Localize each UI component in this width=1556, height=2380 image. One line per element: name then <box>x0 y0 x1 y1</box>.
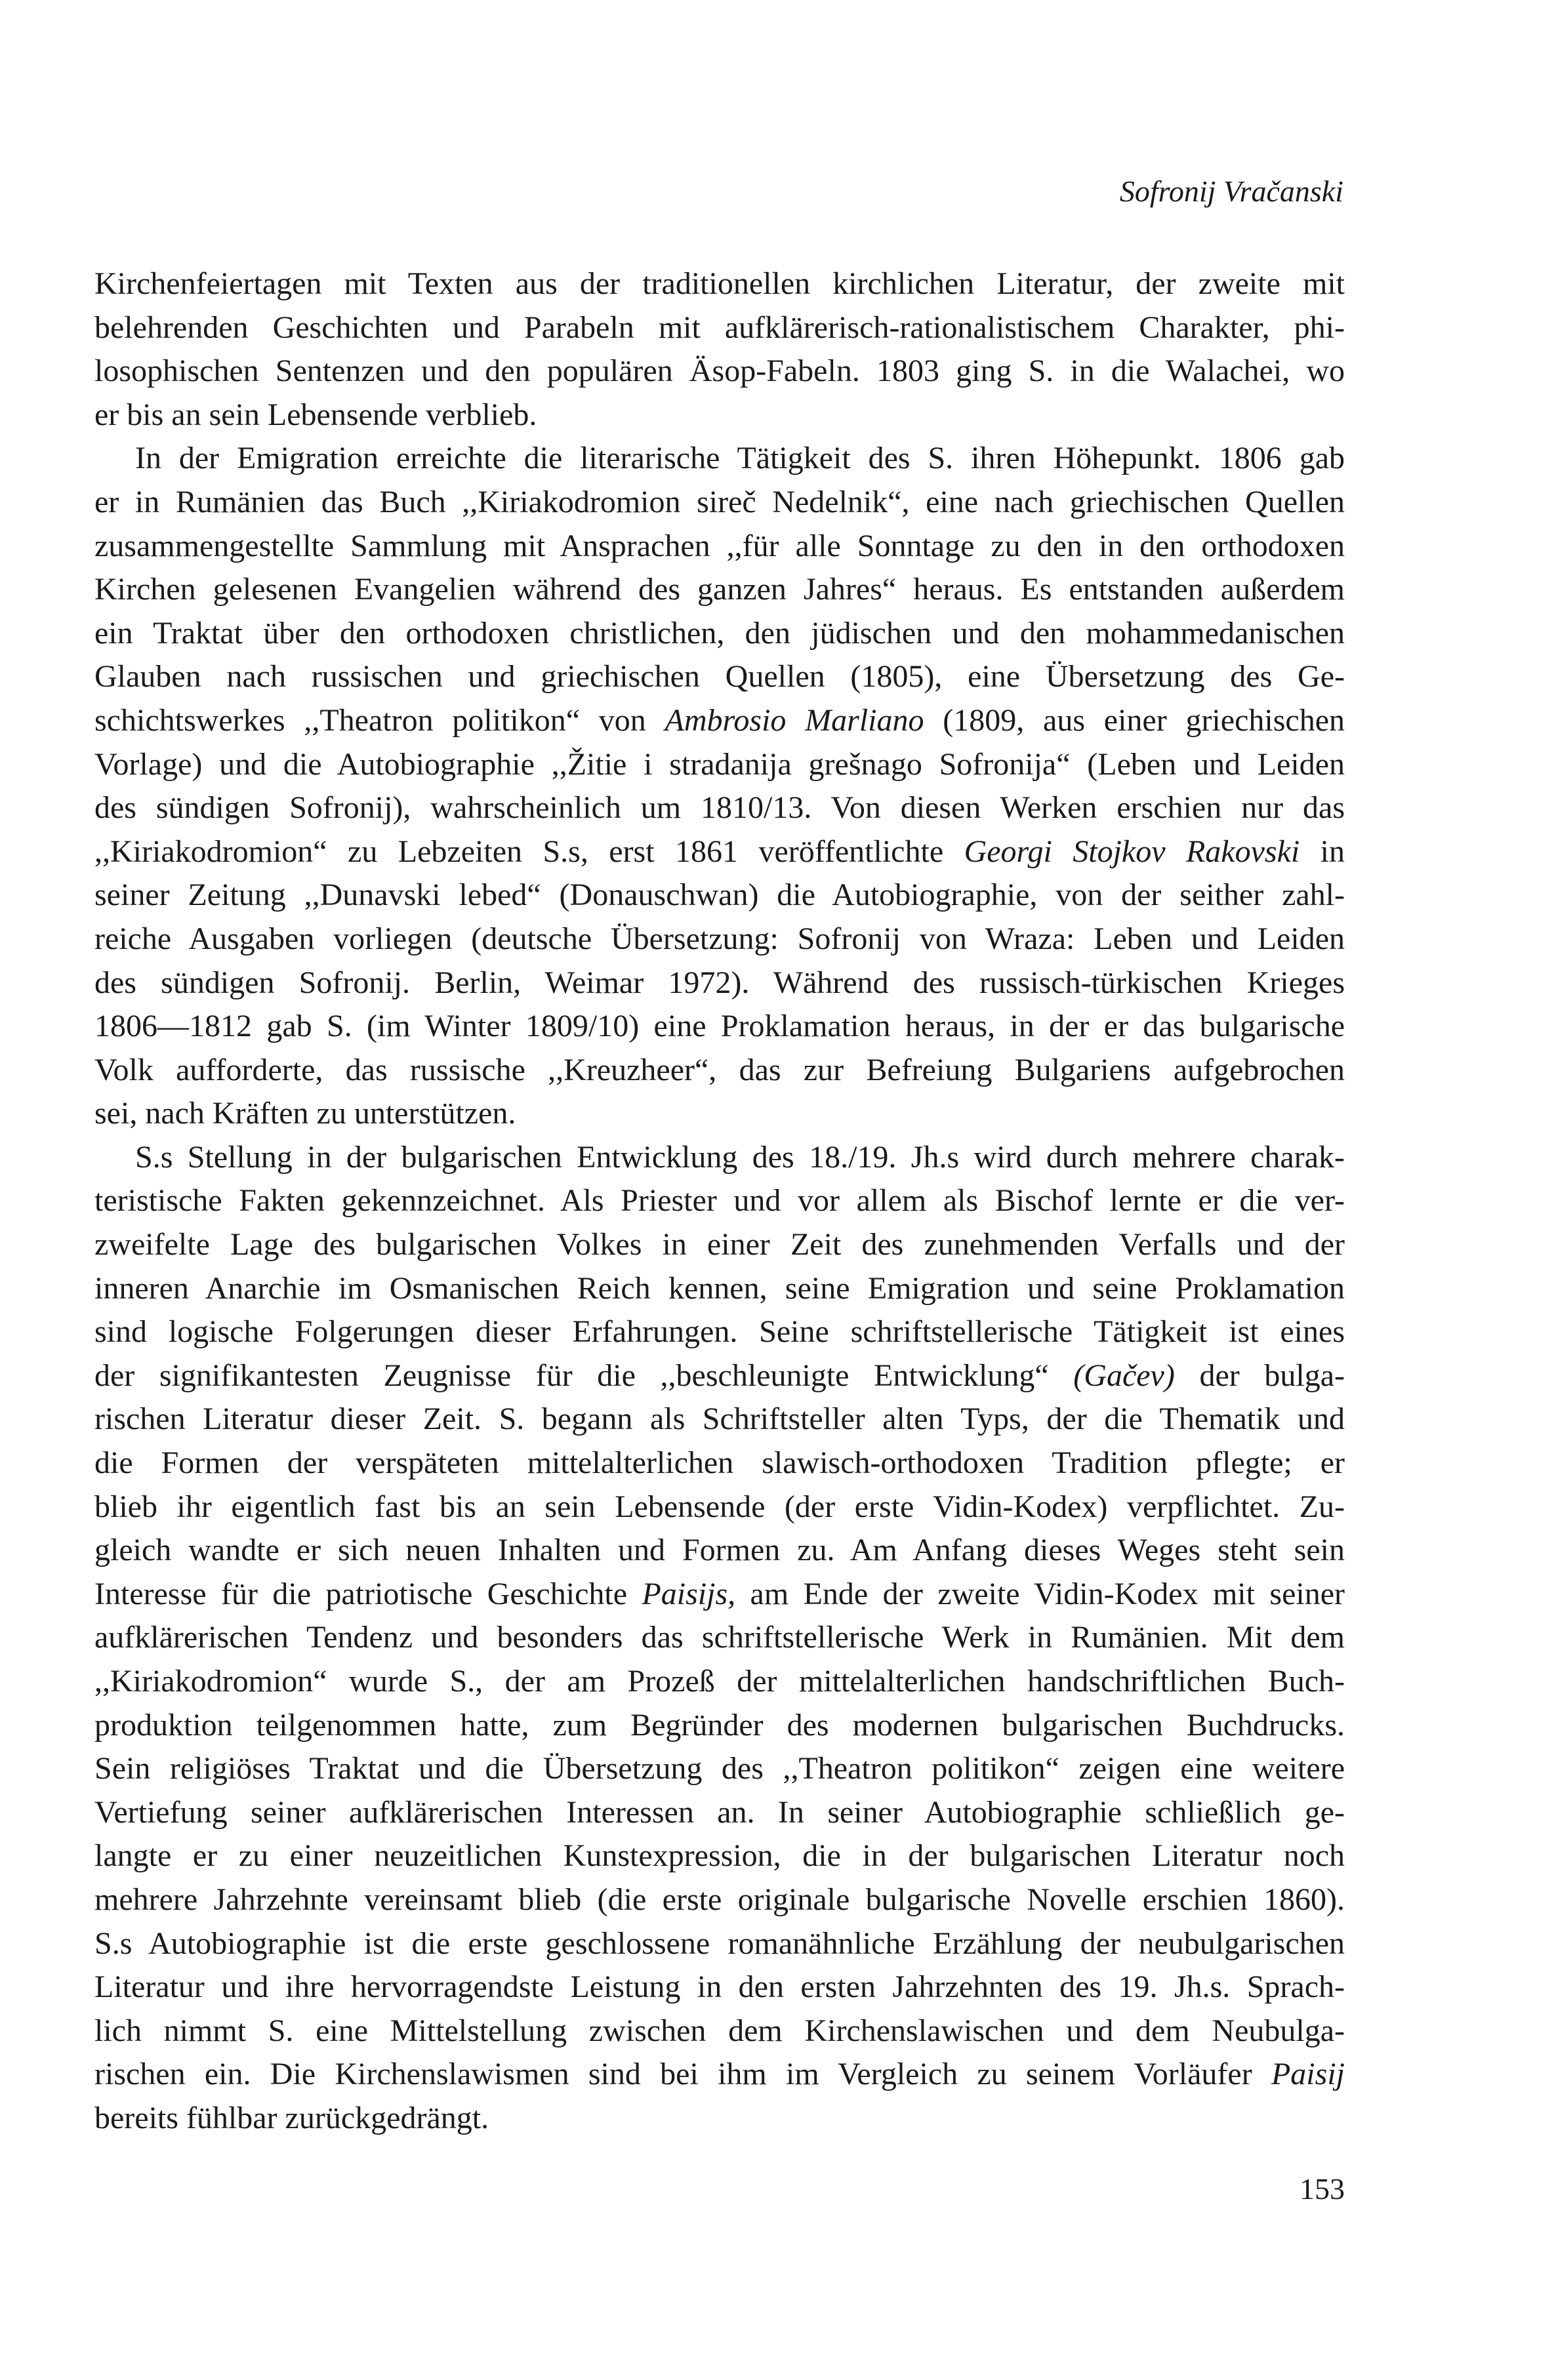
text-line <box>94 1922 1345 1966</box>
text-line <box>94 1092 1345 1136</box>
text-run: der bulga- <box>1174 1358 1345 1393</box>
text-run: rischen Literatur dieser Zeit. S. begann als Schriftsteller alten Typs, der die Thematik und <box>94 1402 1345 1437</box>
italic-name: (Gačev) <box>1073 1358 1175 1393</box>
text-line <box>94 262 1345 306</box>
text-run: schichtswerkes ,,Theatron politikon“ von <box>94 702 665 738</box>
text-run: aufklärerischen Tendenz und besonders das schriftstellerische Werk in Rumänien. Mit dem <box>94 1620 1345 1655</box>
text-run: ein Traktat über den orthodoxen christlichen, den jüdischen und den mohammedanischen <box>94 615 1345 651</box>
text-run: der signifikantesten Zeugnisse für die ,,beschleunigte Entwicklung“ <box>94 1358 1074 1393</box>
text-line <box>94 1442 1345 1485</box>
text-line <box>94 1223 1345 1267</box>
text-run: gleich wandte er sich neuen Inhalten und Formen zu. Am Anfang dieses Weges steht sein <box>94 1533 1345 1568</box>
text-run: sind logische Folgerungen dieser Erfahrungen. Seine schriftstellerische Tätigkeit ist eines <box>94 1314 1345 1350</box>
text-run: rischen ein. Die Kirchenslawismen sind bei ihm im Vergleich zu seinem Vorläufer <box>94 2057 1271 2092</box>
text-run: Interesse für die patriotische Geschichte <box>94 1576 642 1611</box>
text-run: reiche Ausgaben vorliegen (deutsche Übersetzung: Sofronij von Wraza: Leben und Leiden <box>94 921 1345 956</box>
text-run: er bis an sein Lebensende verblieb. <box>94 397 537 432</box>
text-line <box>94 1834 1345 1878</box>
text-run: Volk aufforderte, das russische ,,Kreuzheer“, das zur Befreiung Bulgariens aufgebrochen <box>94 1052 1345 1087</box>
text-run: bereits fühlbar zurückgedrängt. <box>94 2100 489 2135</box>
text-run: zusammengestellte Sammlung mit Ansprachen ,,für alle Sonntage zu den in den orthodoxen <box>94 528 1345 563</box>
text-run: belehrenden Geschichten und Parabeln mit aufklärerisch-rationalistischem Charakter, phi- <box>94 310 1345 345</box>
text-run: (1809, aus einer griechischen <box>924 702 1345 738</box>
text-run: langte er zu einer neuzeitlichen Kunstexpression, die in der bulgarischen Literatur noch <box>94 1838 1345 1874</box>
text-run: lich nimmt S. eine Mittelstellung zwischen dem Kirchenslawischen und dem Neubulga- <box>94 2013 1345 2048</box>
text-run: Sein religiöses Traktat und die Übersetzung des ,,Theatron politikon“ zeigen eine weitere <box>94 1751 1345 1786</box>
body-text <box>94 262 1345 2141</box>
text-line <box>94 743 1345 787</box>
text-line <box>94 612 1345 656</box>
text-line <box>94 306 1345 350</box>
text-line <box>94 350 1345 393</box>
paragraph <box>94 437 1345 1136</box>
italic-name: Paisij <box>1271 2057 1345 2092</box>
text-line <box>94 1878 1345 1922</box>
text-line <box>94 2053 1345 2097</box>
text-line <box>94 1660 1345 1704</box>
page-number: 153 <box>1300 2172 1345 2206</box>
text-run: ,,Kiriakodromion“ zu Lebzeiten S.s, erst 1861 veröffentlichte <box>94 834 964 869</box>
text-run: Kirchen gelesenen Evangelien während des ganzen Jahres“ heraus. Es entstanden außerdem <box>94 572 1345 607</box>
text-line <box>94 699 1345 743</box>
text-line <box>94 393 1345 437</box>
text-line <box>94 1966 1345 2009</box>
text-run: sei, nach Kräften zu unterstützen. <box>94 1096 516 1131</box>
text-run: 1806—1812 gab S. (im Winter 1809/10) eine Proklamation heraus, in der er das bulgarische <box>94 1009 1345 1044</box>
text-run: teristische Fakten gekennzeichnet. Als Priester und vor allem als Bischof lernte er die ver- <box>94 1183 1345 1219</box>
text-run: mehrere Jahrzehnte vereinsamt blieb (die erste originale bulgarische Novelle erschien 1860). <box>94 1882 1345 1917</box>
text-line <box>94 1310 1345 1354</box>
text-run: die Formen der verspäteten mittelalterlichen slawisch-orthodoxen Tradition pflegte; er <box>94 1445 1345 1481</box>
text-line <box>94 918 1345 961</box>
text-line <box>94 1747 1345 1791</box>
italic-name: Georgi Stojkov Rakovski <box>964 834 1300 869</box>
paragraph <box>94 1136 1345 2141</box>
running-head-title: Sofronij Vračanski <box>1119 174 1343 208</box>
text-run: in <box>1300 834 1345 869</box>
paragraph <box>94 262 1345 437</box>
text-run: des sündigen Sofronij. Berlin, Weimar 1972). Während des russisch-türkischen Krieges <box>94 965 1345 1000</box>
text-line <box>94 1573 1345 1617</box>
text-line <box>94 481 1345 525</box>
text-run: seiner Zeitung ,,Dunavski lebed“ (Donauschwan) die Autobiographie, von der seither zahl- <box>94 877 1345 913</box>
text-run: blieb ihr eigentlich fast bis an sein Lebensende (der erste Vidin-Kodex) verpflichtet. Zu- <box>94 1489 1345 1524</box>
text-run: am Ende der zweite Vidin-Kodex mit seiner <box>735 1576 1345 1611</box>
text-line <box>94 655 1345 699</box>
text-run: ,,Kiriakodromion“ wurde S., der am Prozeß der mittelalterlichen handschriftlichen Buch- <box>94 1664 1345 1699</box>
text-line <box>94 525 1345 569</box>
text-run: Glauben nach russischen und griechischen Quellen (1805), eine Übersetzung des Ge- <box>94 659 1345 695</box>
text-run: Kirchenfeiertagen mit Texten aus der traditionellen kirchlichen Literatur, der zweite mit <box>94 266 1345 301</box>
text-run: Literatur und ihre hervorragendste Leistung in den ersten Jahrzehnten des 19. Jh.s. Sprach- <box>94 1969 1345 2005</box>
text-line <box>94 2097 1345 2141</box>
text-line <box>94 1005 1345 1049</box>
text-line <box>94 1179 1345 1223</box>
text-line <box>94 1485 1345 1529</box>
text-run: zweifelte Lage des bulgarischen Volkes in einer Zeit des zunehmenden Verfalls und der <box>94 1227 1345 1262</box>
text-run: inneren Anarchie im Osmanischen Reich kennen, seine Emigration und seine Proklamation <box>94 1270 1345 1306</box>
text-line <box>94 961 1345 1005</box>
text-line <box>94 1136 1345 1180</box>
text-run: er in Rumänien das Buch ,,Kiriakodromion sireč Nedelnik“, eine nach griechischen Quellen <box>94 484 1345 519</box>
text-run: In der Emigration erreichte die literarische Tätigkeit des S. ihren Höhepunkt. 1806 gab <box>135 441 1345 476</box>
text-line <box>94 1049 1345 1093</box>
text-line <box>94 1704 1345 1748</box>
text-run: produktion teilgenommen hatte, zum Begründer des modernen bulgarischen Buchdrucks. <box>94 1707 1345 1743</box>
text-run: S.s Autobiographie ist die erste geschlossene romanähnliche Erzählung der neubulgarischen <box>94 1926 1345 1961</box>
italic-name: Paisijs, <box>642 1576 736 1611</box>
text-run: Vertiefung seiner aufklärerischen Interessen an. In seiner Autobiographie schließlich ge- <box>94 1794 1345 1830</box>
text-run: des sündigen Sofronij), wahrscheinlich um 1810/13. Von diesen Werken erschien nur das <box>94 790 1345 826</box>
text-line <box>94 437 1345 481</box>
text-line <box>94 568 1345 612</box>
text-run: losophischen Sentenzen und den populären Äsop-Fabeln. 1803 ging S. in die Walachei, wo <box>94 353 1345 389</box>
text-line <box>94 1267 1345 1311</box>
text-line <box>94 1354 1345 1398</box>
text-line <box>94 1398 1345 1442</box>
text-line <box>94 1529 1345 1573</box>
text-line <box>94 1791 1345 1835</box>
text-line <box>94 2009 1345 2053</box>
text-line <box>94 874 1345 918</box>
italic-name: Ambrosio Marliano <box>665 702 924 738</box>
text-line <box>94 1616 1345 1660</box>
text-run: Vorlage) und die Autobiographie ,,Žitie i stradanija grešnago Sofronija“ (Leben und Leiden <box>94 746 1345 782</box>
text-line <box>94 830 1345 874</box>
text-line <box>94 786 1345 830</box>
text-run: S.s Stellung in der bulgarischen Entwicklung des 18./19. Jh.s wird durch mehrere charak- <box>135 1139 1345 1175</box>
